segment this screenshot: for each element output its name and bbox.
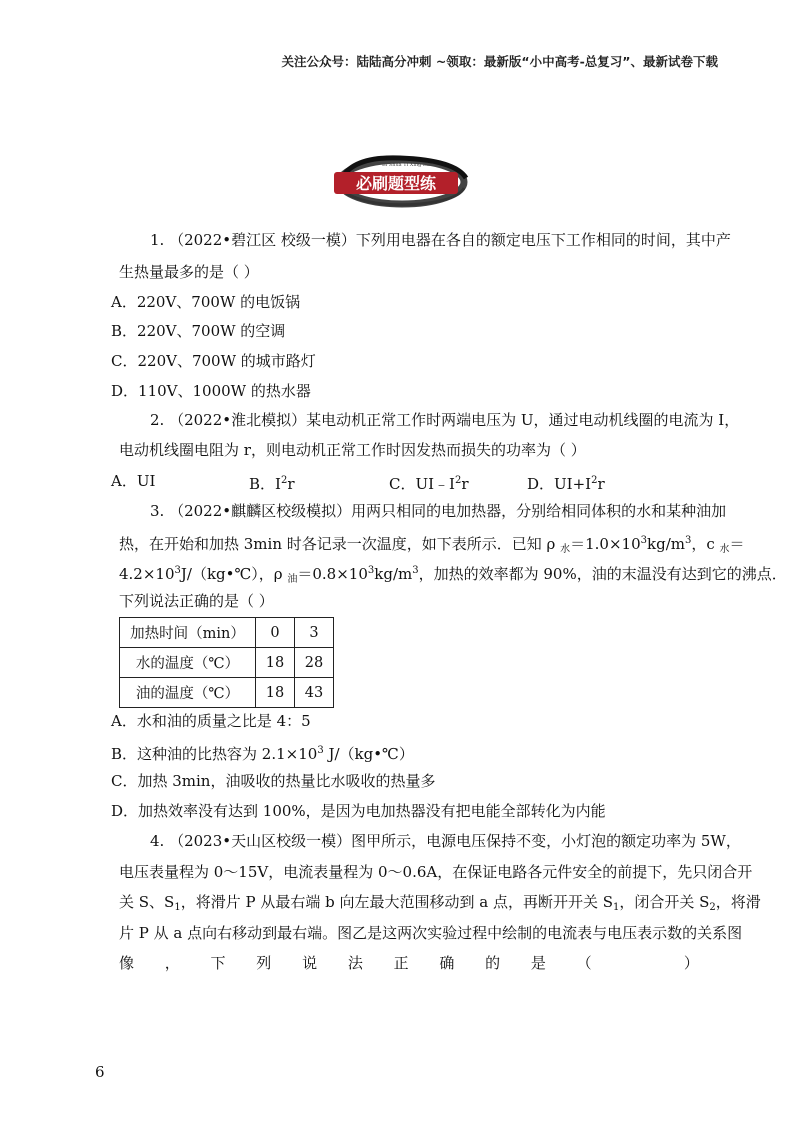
ink-brush-logo-icon [330, 152, 472, 210]
q4-line1: 4. （2023•天山区校级一模）图甲所示，电源电压保持不变，小灯泡的额定功率为 5W， [150, 832, 741, 850]
q3-option-d: D．加热效率没有达到 100%，是因为电加热器没有把电能全部转化为内能 [111, 802, 606, 820]
q3-option-b: B．这种油的比热容为 $2.1\times 10^3$ J/（kg•℃） [111, 745, 414, 763]
q3-line1: 3. （2022•麒麟区校级模拟）用两只相同的电加热器，分别给相同体积的水和某种油加 [150, 502, 727, 520]
q3-option-c: C．加热 3min，油吸收的热量比水吸收的热量多 [111, 772, 436, 790]
table-cell: 0 [256, 618, 295, 648]
q2-option-d: D．$UI+I^2r$ [527, 475, 605, 493]
table-cell: 28 [295, 648, 334, 678]
q4-line2: 电压表量程为 0～15V，电流表量程为 0～0.6A，在保证电路各元件安全的前提下，先只闭合开 [119, 863, 753, 881]
q2-option-a: A．UI [111, 472, 156, 490]
q2-option-c: C．$UI﹣I^2r$ [389, 475, 469, 493]
table-cell: 3 [295, 618, 334, 648]
q1-line2: 生热量最多的是（ ） [119, 263, 259, 281]
q1-line1: 1. （2022•碧江区 校级一模）下列用电器在各自的额定电压下工作相同的时间，其中产 [150, 231, 731, 249]
q2-line1: 2. （2022•淮北模拟）某电动机正常工作时两端电压为 U，通过电动机线圈的电流为 I， [150, 411, 740, 429]
q3-line3: $4.2\times 10^3J/(kg•℃)$，ρ $_油=0.8\times 10^3kg/m^3$，加热的效率都为 90%，油的末温没有达到它的沸点． [119, 565, 787, 585]
table-cell: 18 [256, 648, 295, 678]
q3-option-a: A．水和油的质量之比是 4：5 [111, 712, 311, 730]
q3-data-table [119, 617, 334, 708]
table-cell: 加热时间（min） [120, 618, 256, 648]
q4-line3: 关 S、$S_1$，将滑片 P 从最右端 b 向左最大范围移动到 a 点，再断开开关 $S_1$，闭合开关 $S_2$，将滑 [119, 893, 761, 913]
q4-line4: 片 P 从 a 点向右移动到最右端。图乙是这两次实验过程中绘制的电流表与电压表示数的关系图 [119, 924, 743, 942]
q3-line4: 下列说法正确的是（ ） [119, 592, 274, 610]
q1-option-b: B．220V、700W 的空调 [111, 322, 286, 340]
logo-small-text: Bi Shua Ti Xing Lian [381, 162, 435, 168]
table-cell: 水的温度（℃） [120, 648, 256, 678]
section-logo [330, 152, 472, 210]
q1-option-c: C．220V、700W 的城市路灯 [111, 352, 316, 370]
logo-text: 必刷题型练 [355, 174, 437, 193]
table-cell: 18 [256, 678, 295, 708]
table-cell: 43 [295, 678, 334, 708]
q3-line2: 热，在开始和加热 3min 时各记录一次温度，如下表所示．已知 ρ $_水=1.0\times 10^3kg/m^3$，c $_水$＝ [119, 535, 745, 555]
q4-line5: 像 ， 下 列 说 法 正 确 的 是 （ ） [119, 954, 699, 972]
table-row [120, 618, 334, 648]
q2-line2: 电动机线圈电阻为 r，则电动机正常工作时因发热而损失的功率为（ ） [119, 441, 586, 459]
table-cell: 油的温度（℃） [120, 678, 256, 708]
q1-option-d: D．110V、1000W 的热水器 [111, 382, 311, 400]
page-header: 关注公众号：陆陆高分冲刺 ~领取：最新版“小中高考-总复习”、最新试卷下载 [281, 54, 718, 69]
page-number: 6 [95, 1063, 105, 1081]
table-row [120, 648, 334, 678]
table-row [120, 678, 334, 708]
q2-option-b: B．$I^2r$ [249, 475, 295, 493]
q1-option-a: A．220V、700W 的电饭锅 [111, 293, 301, 311]
